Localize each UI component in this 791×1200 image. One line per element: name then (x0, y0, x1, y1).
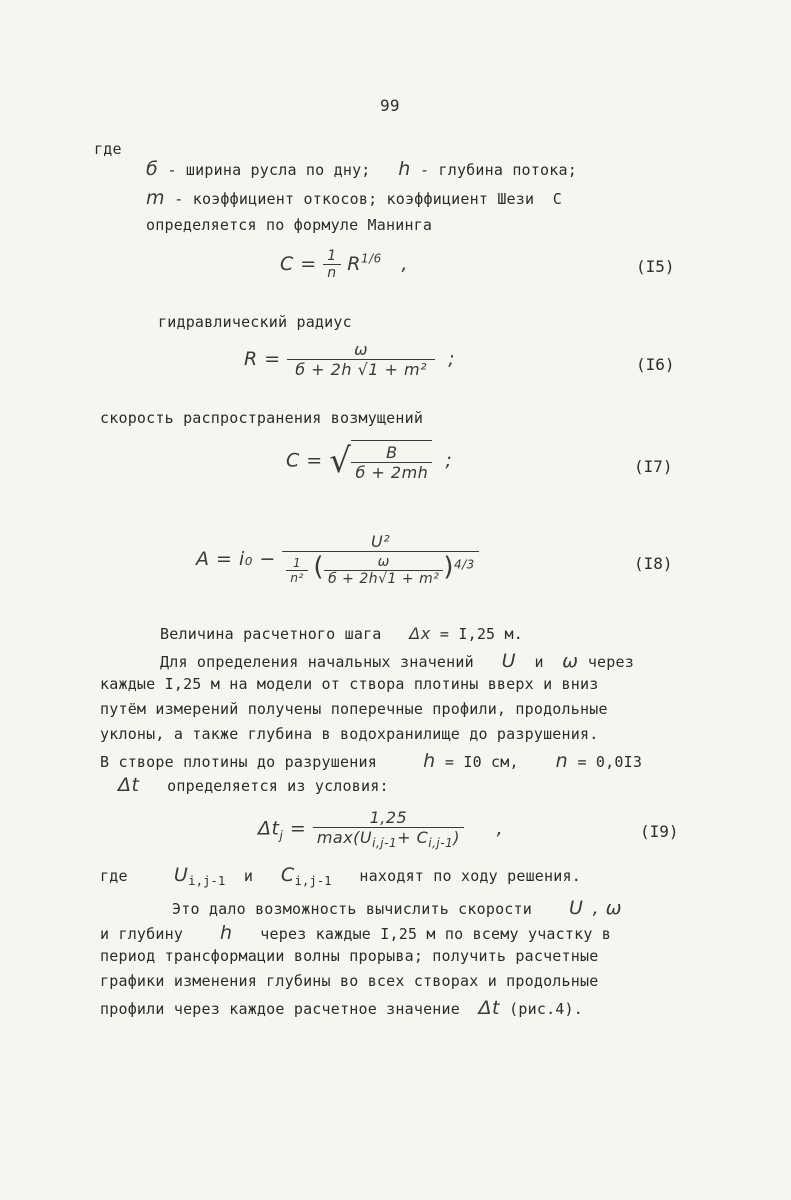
text-p6 (118, 774, 389, 796)
page-number: 99 (380, 96, 400, 115)
denominator: n (323, 264, 340, 281)
text-fragment: через каждые I,25 м по всему участку в (260, 925, 612, 943)
text-hydr: гидравлический радиус (158, 313, 352, 331)
paren: ( (313, 552, 325, 582)
formula-lhs: A = i₀ − (196, 548, 276, 570)
var-b: б (146, 158, 159, 180)
den-part: б + 2h (295, 360, 352, 379)
text-q4: графики изменения глубины во всех створах и продольные (100, 972, 599, 990)
formula-18 (196, 532, 479, 587)
numerator: 1 (293, 556, 302, 570)
formula-lhs: C = (280, 253, 317, 275)
var-c: C (552, 190, 562, 208)
equation-label-16: (I6) (636, 355, 675, 374)
var-m: m (146, 187, 166, 209)
fraction (313, 808, 464, 850)
text-fragment: Величина расчетного шага (160, 625, 382, 643)
punct: ; (448, 348, 456, 370)
text-fragment: - глубина потока; (420, 161, 577, 179)
var-U: U (568, 897, 584, 919)
punct: , (496, 817, 504, 840)
var-h: h (423, 750, 436, 772)
var-U: U (501, 650, 516, 672)
formula-16 (244, 340, 455, 379)
inner-fraction (286, 556, 307, 585)
text-fragment: находят по ходу решения. (359, 867, 581, 885)
text-line-1 (146, 158, 577, 180)
formula-lhs: Δt (258, 817, 280, 840)
text-fragment: (рис.4). (509, 1000, 584, 1018)
text-fragment: = I0 см, (444, 753, 519, 771)
text-fragment: и глубину (100, 925, 184, 943)
var-h: h (220, 922, 233, 944)
text-step (160, 624, 523, 643)
text-fragment: определяется из условия: (167, 777, 389, 795)
den-part: ) (453, 828, 460, 847)
text-line-3: определяется по формуле Манинга (146, 216, 433, 234)
formula-19 (258, 808, 503, 850)
text-fragment: = 0,0I3 (577, 753, 643, 771)
var-n: n (555, 750, 569, 772)
text-speed: скорость распространения возмущений (100, 409, 424, 427)
text-fragment: Это дало возможность вычислить скорости (172, 900, 532, 918)
den-part: б + 2h (328, 571, 379, 587)
text-line-2 (146, 187, 562, 209)
denominator: б + 2h√1 + m² (324, 570, 443, 587)
text-fragment: - ширина русла по дну; (167, 161, 371, 179)
var-R: R (347, 253, 361, 275)
sqrt-sign: √ (329, 441, 352, 481)
text-q3: период трансформации волны прорыва; получить расчетные (100, 947, 599, 965)
var-dx: Δx (409, 624, 431, 643)
numerator: U² (371, 532, 391, 551)
denominator: б + 2h √1 + m² (287, 359, 435, 379)
subscript: i,j-1 (294, 874, 332, 888)
punct: , (401, 253, 408, 275)
text-gde: где (94, 140, 122, 158)
text-p3: путём измерений получены поперечные профили, продольные (100, 700, 608, 718)
fraction (287, 340, 435, 379)
radicand: 1 + m² (368, 360, 428, 379)
paren: ) (443, 552, 454, 582)
text-q1 (172, 897, 622, 919)
text-fragment: = I,25 м. (439, 625, 523, 643)
den-part: + C (397, 828, 429, 847)
punct: ; (445, 449, 453, 472)
text-fragment: через (587, 653, 634, 671)
exponent: 4/3 (454, 557, 475, 572)
text-fragment: Для определения начальных значений (160, 653, 474, 671)
equals: = (289, 817, 307, 840)
numerator: 1,25 (369, 808, 408, 827)
text-fragment: В створе плотины до разрушения (100, 753, 377, 771)
text-fragment: где (100, 867, 128, 885)
denominator (313, 827, 464, 850)
fraction (323, 248, 340, 281)
text-p5 (100, 750, 642, 772)
den-part: max(U (316, 828, 373, 847)
inner-fraction (324, 554, 443, 587)
formula-lhs: C = (286, 449, 323, 472)
numerator: ω (377, 554, 390, 570)
text-q5 (100, 997, 583, 1019)
equation-label-15: (I5) (636, 257, 675, 276)
formula-17 (286, 440, 452, 482)
text-p1 (160, 650, 634, 672)
radicand: 1 + m² (387, 571, 440, 587)
subscript: i,j-1 (188, 874, 226, 888)
text-p4: уклоны, а также глубина в водохранилище до разрушения. (100, 725, 599, 743)
denominator (282, 551, 478, 587)
text-fragment: и (243, 867, 254, 885)
numerator: 1 (327, 248, 337, 264)
text-gde2 (100, 864, 581, 888)
denominator: n² (286, 570, 307, 585)
var-dt: Δt (478, 997, 500, 1019)
text-fragment: - коэффициент откосов; коэффициент Шези (174, 190, 535, 208)
formula-15 (280, 248, 408, 281)
equation-label-18: (I8) (634, 554, 673, 573)
equation-label-19: (I9) (640, 822, 679, 841)
var-C: C (280, 864, 295, 886)
formula-lhs: R = (244, 348, 281, 370)
subscript: i,j-1 (372, 836, 398, 851)
text-fragment: профили через каждое расчетное значение (100, 1000, 460, 1018)
var-omega: ω (562, 650, 579, 672)
numerator: B (386, 443, 398, 462)
var-dt: Δt (118, 774, 140, 796)
text-q2 (100, 922, 611, 944)
fraction (282, 532, 478, 587)
var-U: U (173, 864, 189, 886)
equation-label-17: (I7) (634, 457, 673, 476)
exponent: 1/6 (360, 251, 382, 266)
numerator: ω (354, 340, 369, 359)
var-omega: , ω (592, 897, 623, 919)
text-fragment: и (534, 653, 544, 671)
fraction (351, 440, 432, 482)
denominator: б + 2mh (351, 462, 432, 482)
text-p2: каждые I,25 м на модели от створа плотины вверх и вниз (100, 675, 599, 693)
subscript: j (279, 828, 284, 843)
var-h: h (398, 158, 411, 180)
subscript: i,j-1 (428, 836, 454, 851)
